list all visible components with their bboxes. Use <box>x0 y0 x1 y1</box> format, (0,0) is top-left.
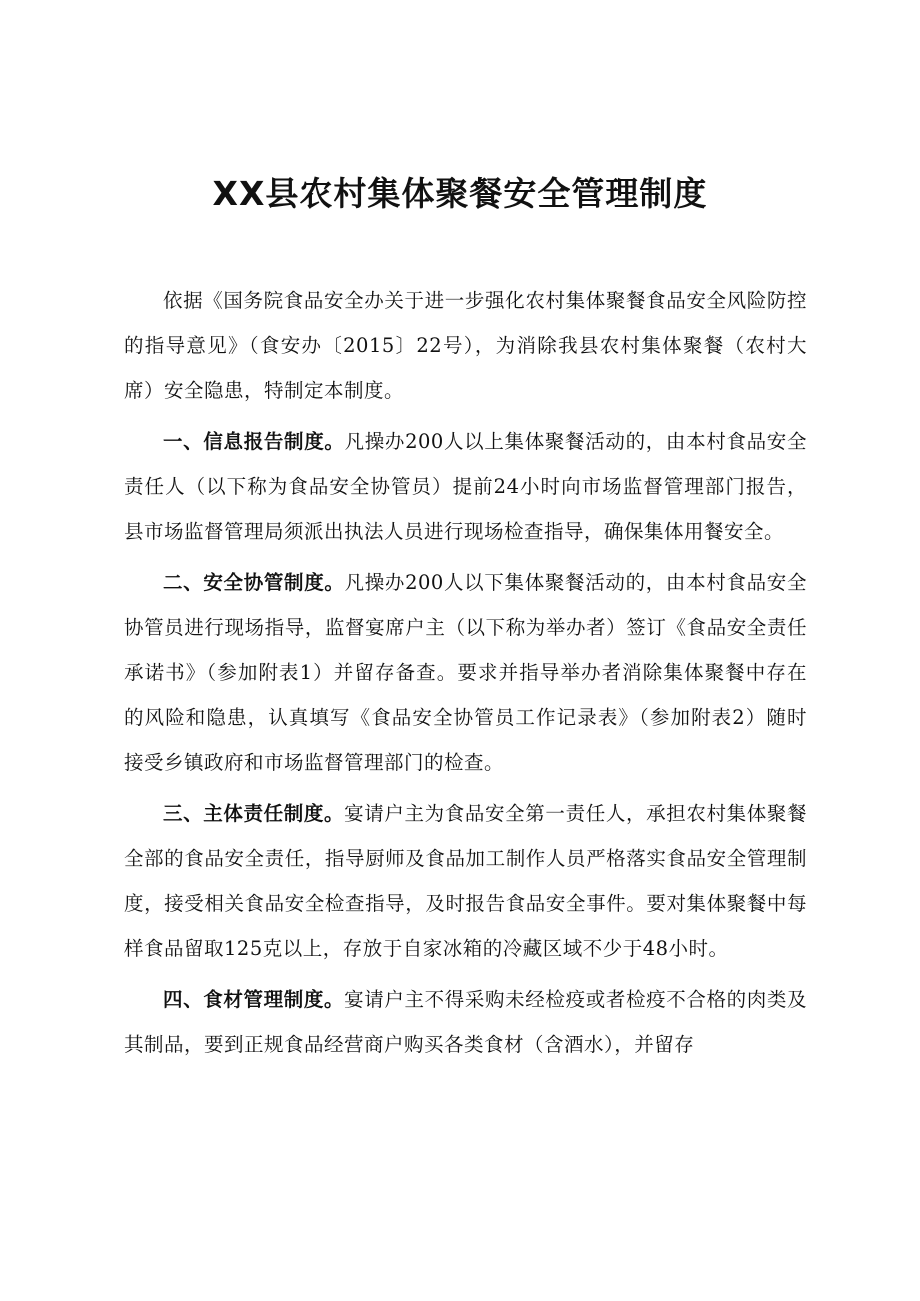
document-body <box>124 278 807 1073</box>
paragraph-lead: 四、食材管理制度。 <box>163 988 345 1011</box>
paragraph-ingredient-management <box>124 977 807 1067</box>
paragraph-intro <box>124 278 807 413</box>
paragraph-safety-assist <box>124 560 807 785</box>
paragraph-lead: 三、主体责任制度。 <box>163 802 345 825</box>
paragraph-info-report <box>124 419 807 554</box>
paragraph-text: 依据《国务院食品安全办关于进一步强化农村集体聚餐食品安全风险防控的指导意见》（食安办〔2015〕22号），为消除我县农村集体聚餐（农村大席）安全隐患，特制定本制度。 <box>124 289 807 402</box>
paragraph-text: 宴请户主为食品安全第一责任人，承担农村集体聚餐全部的食品安全责任，指导厨师及食品加工制作人员严格落实食品安全管理制度，接受相关食品安全检查指导，及时报告食品安全事件。要对集体聚餐中每样食品留取125克以上，存放于自家冰箱的冷藏区域不少于48小时。 <box>124 802 807 960</box>
paragraph-lead: 一、信息报告制度。 <box>163 430 345 453</box>
paragraph-main-responsibility <box>124 791 807 971</box>
paragraph-lead: 二、安全协管制度。 <box>163 571 345 594</box>
paragraph-text: 凡操办200人以上集体聚餐活动的，由本村食品安全责任人（以下称为食品安全协管员）提前24小时向市场监督管理部门报告，县市场监督管理局须派出执法人员进行现场检查指导，确保集体用餐安全。 <box>124 430 807 543</box>
document-title: XX县农村集体聚餐安全管理制度 <box>212 174 708 213</box>
paragraph-text: 宴请户主不得采购未经检疫或者检疫不合格的肉类及其制品，要到正规食品经营商户购买各类食材（含酒水），并留存 <box>124 988 807 1056</box>
paragraph-text: 凡操办200人以下集体聚餐活动的，由本村食品安全协管员进行现场指导，监督宴席户主（以下称为举办者）签订《食品安全责任承诺书》（参加附表1）并留存备查。要求并指导举办者消除集体聚餐中存在的风险和隐患，认真填写《食品安全协管员工作记录表》（参加附表2）随时接受乡镇政府和市场监督管理部门的检查。 <box>124 571 807 774</box>
